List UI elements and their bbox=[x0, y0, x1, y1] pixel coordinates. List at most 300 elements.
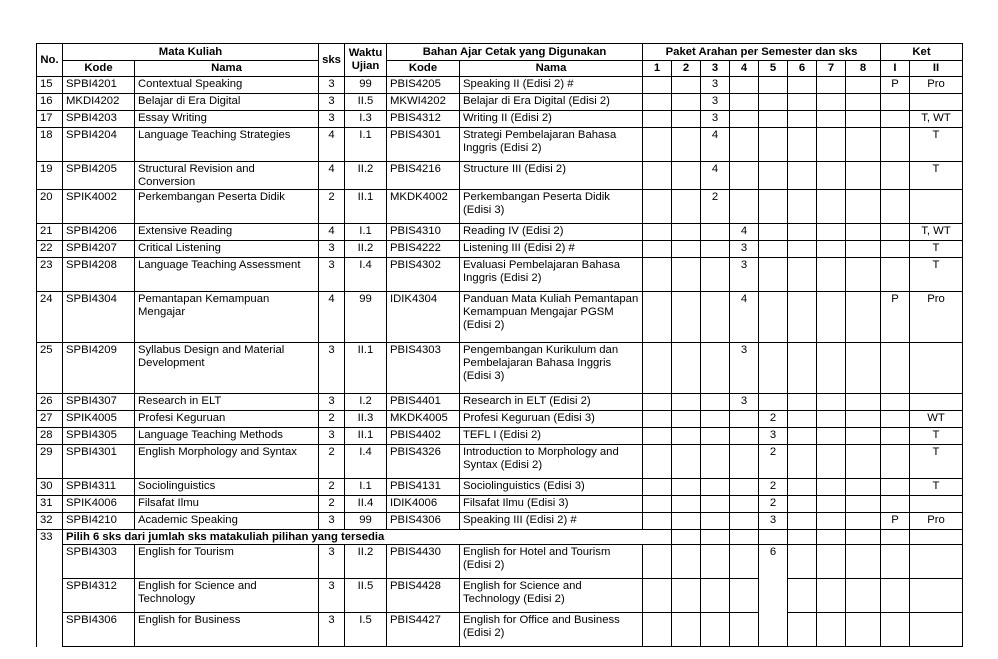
row-number: 33 bbox=[37, 530, 63, 647]
semester-6-cell bbox=[788, 394, 817, 411]
material-name: Research in ELT (Edisi 2) bbox=[460, 394, 643, 411]
exam-time: II.1 bbox=[345, 428, 387, 445]
ket-1-cell bbox=[881, 94, 910, 111]
elective-row bbox=[37, 579, 963, 613]
row-number: 31 bbox=[37, 496, 63, 513]
row-number: 28 bbox=[37, 428, 63, 445]
course-code: SPBI4312 bbox=[63, 579, 135, 613]
ket-2-cell bbox=[910, 343, 963, 394]
header-semester-7: 7 bbox=[817, 61, 846, 77]
course-code: SPBI4303 bbox=[63, 545, 135, 579]
course-sks: 3 bbox=[319, 77, 345, 94]
exam-time: II.1 bbox=[345, 343, 387, 394]
exam-time: II.5 bbox=[345, 579, 387, 613]
semester-4-cell bbox=[730, 579, 759, 613]
semester-7-cell bbox=[817, 162, 846, 190]
table-row bbox=[37, 224, 963, 241]
note-empty-cell bbox=[701, 530, 730, 545]
table-row bbox=[37, 241, 963, 258]
ket-1-cell bbox=[881, 613, 910, 647]
semester-7-cell bbox=[817, 224, 846, 241]
row-number: 26 bbox=[37, 394, 63, 411]
course-code: SPBI4203 bbox=[63, 111, 135, 128]
ket-1-cell: P bbox=[881, 77, 910, 94]
material-name: English for Office and Business (Edisi 2) bbox=[460, 613, 643, 647]
course-code: SPBI4305 bbox=[63, 428, 135, 445]
material-name: Speaking II (Edisi 2) # bbox=[460, 77, 643, 94]
semester-2-cell bbox=[672, 111, 701, 128]
table-row bbox=[37, 128, 963, 162]
semester-7-cell bbox=[817, 513, 846, 530]
semester-2-cell bbox=[672, 224, 701, 241]
course-name: Profesi Keguruan bbox=[135, 411, 319, 428]
course-code: SPBI4204 bbox=[63, 128, 135, 162]
semester-8-cell bbox=[846, 224, 881, 241]
semester-2-cell bbox=[672, 292, 701, 343]
material-code: PBIS4222 bbox=[387, 241, 460, 258]
material-name: Profesi Keguruan (Edisi 3) bbox=[460, 411, 643, 428]
course-code: SPBI4304 bbox=[63, 292, 135, 343]
semester-3-cell: 4 bbox=[701, 128, 730, 162]
semester-6-cell bbox=[788, 241, 817, 258]
semester-1-cell bbox=[643, 394, 672, 411]
course-sks: 2 bbox=[319, 479, 345, 496]
course-name: English Morphology and Syntax bbox=[135, 445, 319, 479]
course-sks: 3 bbox=[319, 343, 345, 394]
semester-6-cell bbox=[788, 343, 817, 394]
semester-3-cell bbox=[701, 545, 730, 579]
semester-8-cell bbox=[846, 94, 881, 111]
ket-2-cell: Pro bbox=[910, 513, 963, 530]
semester-2-cell bbox=[672, 579, 701, 613]
header-semester-3: 3 bbox=[701, 61, 730, 77]
course-code: SPBI4208 bbox=[63, 258, 135, 292]
exam-time: 99 bbox=[345, 292, 387, 343]
semester-8-cell bbox=[846, 258, 881, 292]
ket-2-cell: T bbox=[910, 445, 963, 479]
material-name: Panduan Mata Kuliah Pemantapan Kemampuan Mengajar PGSM (Edisi 2) bbox=[460, 292, 643, 343]
semester-7-cell bbox=[817, 545, 846, 579]
semester-2-cell bbox=[672, 77, 701, 94]
table-body bbox=[37, 77, 963, 647]
table-header bbox=[37, 44, 963, 77]
semester-2-cell bbox=[672, 190, 701, 224]
semester-5-cell: 2 bbox=[759, 445, 788, 479]
semester-1-cell bbox=[643, 545, 672, 579]
note-empty-cell bbox=[788, 530, 817, 545]
semester-2-cell bbox=[672, 428, 701, 445]
table-row bbox=[37, 94, 963, 111]
semester-4-cell bbox=[730, 94, 759, 111]
course-sks: 3 bbox=[319, 545, 345, 579]
course-code: SPIK4002 bbox=[63, 190, 135, 224]
ket-1-cell bbox=[881, 479, 910, 496]
header-semester-6: 6 bbox=[788, 61, 817, 77]
material-name: TEFL I (Edisi 2) bbox=[460, 428, 643, 445]
course-code: SPBI4210 bbox=[63, 513, 135, 530]
semester-4-cell bbox=[730, 77, 759, 94]
course-name: Language Teaching Methods bbox=[135, 428, 319, 445]
row-number: 27 bbox=[37, 411, 63, 428]
semester-8-cell bbox=[846, 128, 881, 162]
semester-4-cell: 3 bbox=[730, 241, 759, 258]
exam-time: II.1 bbox=[345, 190, 387, 224]
semester-2-cell bbox=[672, 411, 701, 428]
course-sks: 3 bbox=[319, 613, 345, 647]
semester-3-cell bbox=[701, 513, 730, 530]
semester-6-cell bbox=[788, 579, 817, 613]
semester-5-cell bbox=[759, 292, 788, 343]
semester-6-cell bbox=[788, 94, 817, 111]
semester-5-cell: 6 bbox=[759, 545, 788, 647]
material-code: PBIS4301 bbox=[387, 128, 460, 162]
material-code: PBIS4428 bbox=[387, 579, 460, 613]
semester-6-cell bbox=[788, 428, 817, 445]
course-name: Perkembangan Peserta Didik bbox=[135, 190, 319, 224]
semester-4-cell bbox=[730, 496, 759, 513]
ket-2-cell: T bbox=[910, 428, 963, 445]
semester-6-cell bbox=[788, 613, 817, 647]
semester-7-cell bbox=[817, 258, 846, 292]
ket-2-cell: T bbox=[910, 162, 963, 190]
course-name: Language Teaching Strategies bbox=[135, 128, 319, 162]
header-ket-2: II bbox=[910, 61, 963, 77]
ket-2-cell bbox=[910, 394, 963, 411]
material-code: PBIS4430 bbox=[387, 545, 460, 579]
material-name: Writing II (Edisi 2) bbox=[460, 111, 643, 128]
course-code: SPBI4205 bbox=[63, 162, 135, 190]
semester-4-cell bbox=[730, 411, 759, 428]
header-semester-1: 1 bbox=[643, 61, 672, 77]
semester-5-cell: 2 bbox=[759, 479, 788, 496]
semester-3-cell bbox=[701, 258, 730, 292]
semester-7-cell bbox=[817, 241, 846, 258]
material-name: Perkembangan Peserta Didik (Edisi 3) bbox=[460, 190, 643, 224]
semester-5-cell: 3 bbox=[759, 428, 788, 445]
header-kode: Kode bbox=[63, 61, 135, 77]
semester-4-cell: 3 bbox=[730, 343, 759, 394]
ket-1-cell: P bbox=[881, 513, 910, 530]
semester-1-cell bbox=[643, 190, 672, 224]
semester-6-cell bbox=[788, 128, 817, 162]
course-code: SPBI4201 bbox=[63, 77, 135, 94]
semester-1-cell bbox=[643, 77, 672, 94]
table-row bbox=[37, 411, 963, 428]
course-code: SPBI4301 bbox=[63, 445, 135, 479]
semester-3-cell: 3 bbox=[701, 94, 730, 111]
table-row bbox=[37, 394, 963, 411]
course-code: SPBI4207 bbox=[63, 241, 135, 258]
semester-3-cell bbox=[701, 241, 730, 258]
course-name: Contextual Speaking bbox=[135, 77, 319, 94]
course-code: SPBI4206 bbox=[63, 224, 135, 241]
row-number: 24 bbox=[37, 292, 63, 343]
course-name: Sociolinguistics bbox=[135, 479, 319, 496]
course-sks: 2 bbox=[319, 411, 345, 428]
table-row bbox=[37, 292, 963, 343]
row-number: 25 bbox=[37, 343, 63, 394]
ket-2-cell bbox=[910, 579, 963, 613]
header-semester-2: 2 bbox=[672, 61, 701, 77]
course-name: Belajar di Era Digital bbox=[135, 94, 319, 111]
material-code: PBIS4427 bbox=[387, 613, 460, 647]
course-name: English for Science and Technology bbox=[135, 579, 319, 613]
semester-1-cell bbox=[643, 445, 672, 479]
semester-7-cell bbox=[817, 292, 846, 343]
semester-4-cell bbox=[730, 111, 759, 128]
course-code: SPBI4307 bbox=[63, 394, 135, 411]
header-bahan-kode: Kode bbox=[387, 61, 460, 77]
material-name: Sociolinguistics (Edisi 3) bbox=[460, 479, 643, 496]
semester-7-cell bbox=[817, 394, 846, 411]
semester-1-cell bbox=[643, 613, 672, 647]
semester-3-cell bbox=[701, 445, 730, 479]
material-name: Filsafat Ilmu (Edisi 3) bbox=[460, 496, 643, 513]
elective-note: Pilih 6 sks dari jumlah sks matakuliah pilihan yang tersedia bbox=[63, 530, 643, 545]
course-code: SPBI4311 bbox=[63, 479, 135, 496]
header-mata-kuliah: Mata Kuliah bbox=[63, 44, 319, 61]
material-code: PBIS4216 bbox=[387, 162, 460, 190]
exam-time: II.2 bbox=[345, 162, 387, 190]
ket-2-cell bbox=[910, 190, 963, 224]
row-number: 23 bbox=[37, 258, 63, 292]
material-name: Belajar di Era Digital (Edisi 2) bbox=[460, 94, 643, 111]
course-sks: 2 bbox=[319, 445, 345, 479]
semester-1-cell bbox=[643, 128, 672, 162]
course-sks: 4 bbox=[319, 292, 345, 343]
note-empty-cell bbox=[672, 530, 701, 545]
semester-6-cell bbox=[788, 258, 817, 292]
row-number: 18 bbox=[37, 128, 63, 162]
course-sks: 4 bbox=[319, 162, 345, 190]
semester-7-cell bbox=[817, 190, 846, 224]
course-name: Critical Listening bbox=[135, 241, 319, 258]
semester-3-cell bbox=[701, 479, 730, 496]
ket-2-cell: T bbox=[910, 128, 963, 162]
semester-3-cell bbox=[701, 224, 730, 241]
exam-time: I.1 bbox=[345, 479, 387, 496]
material-code: PBIS4401 bbox=[387, 394, 460, 411]
semester-8-cell bbox=[846, 394, 881, 411]
note-empty-cell bbox=[881, 530, 910, 545]
material-code: PBIS4131 bbox=[387, 479, 460, 496]
note-empty-cell bbox=[910, 530, 963, 545]
note-empty-cell bbox=[730, 530, 759, 545]
note-empty-cell bbox=[817, 530, 846, 545]
semester-4-cell bbox=[730, 545, 759, 579]
exam-time: I.1 bbox=[345, 224, 387, 241]
ket-1-cell bbox=[881, 258, 910, 292]
semester-6-cell bbox=[788, 224, 817, 241]
semester-5-cell bbox=[759, 94, 788, 111]
exam-time: 99 bbox=[345, 513, 387, 530]
ket-2-cell: T bbox=[910, 479, 963, 496]
semester-2-cell bbox=[672, 162, 701, 190]
material-name: Evaluasi Pembelajaran Bahasa Inggris (Edisi 2) bbox=[460, 258, 643, 292]
semester-2-cell bbox=[672, 94, 701, 111]
semester-1-cell bbox=[643, 496, 672, 513]
course-sks: 3 bbox=[319, 94, 345, 111]
semester-8-cell bbox=[846, 111, 881, 128]
semester-7-cell bbox=[817, 613, 846, 647]
course-name: Pemantapan Kemampuan Mengajar bbox=[135, 292, 319, 343]
course-name: Structural Revision and Conversion bbox=[135, 162, 319, 190]
ket-1-cell bbox=[881, 428, 910, 445]
semester-5-cell bbox=[759, 394, 788, 411]
material-code: MKDK4005 bbox=[387, 411, 460, 428]
semester-7-cell bbox=[817, 496, 846, 513]
ket-1-cell bbox=[881, 411, 910, 428]
exam-time: I.3 bbox=[345, 111, 387, 128]
semester-8-cell bbox=[846, 162, 881, 190]
exam-time: II.4 bbox=[345, 496, 387, 513]
header-nama: Nama bbox=[135, 61, 319, 77]
material-code: MKWI4202 bbox=[387, 94, 460, 111]
table-row bbox=[37, 111, 963, 128]
semester-8-cell bbox=[846, 411, 881, 428]
semester-5-cell: 2 bbox=[759, 411, 788, 428]
row-number: 21 bbox=[37, 224, 63, 241]
material-code: PBIS4326 bbox=[387, 445, 460, 479]
semester-7-cell bbox=[817, 479, 846, 496]
row-number: 22 bbox=[37, 241, 63, 258]
semester-4-cell: 4 bbox=[730, 292, 759, 343]
semester-7-cell bbox=[817, 343, 846, 394]
semester-3-cell: 3 bbox=[701, 77, 730, 94]
ket-2-cell bbox=[910, 613, 963, 647]
ket-2-cell: T, WT bbox=[910, 111, 963, 128]
semester-6-cell bbox=[788, 545, 817, 579]
semester-2-cell bbox=[672, 241, 701, 258]
ket-2-cell: T, WT bbox=[910, 224, 963, 241]
exam-time: II.2 bbox=[345, 545, 387, 579]
semester-7-cell bbox=[817, 579, 846, 613]
ket-1-cell bbox=[881, 394, 910, 411]
semester-6-cell bbox=[788, 513, 817, 530]
semester-3-cell bbox=[701, 292, 730, 343]
course-sks: 4 bbox=[319, 128, 345, 162]
semester-5-cell bbox=[759, 128, 788, 162]
table-row bbox=[37, 77, 963, 94]
material-code: IDIK4006 bbox=[387, 496, 460, 513]
material-name: English for Science and Technology (Edisi 2) bbox=[460, 579, 643, 613]
semester-7-cell bbox=[817, 128, 846, 162]
table-row bbox=[37, 479, 963, 496]
semester-7-cell bbox=[817, 411, 846, 428]
semester-3-cell bbox=[701, 428, 730, 445]
row-number: 15 bbox=[37, 77, 63, 94]
semester-6-cell bbox=[788, 411, 817, 428]
semester-2-cell bbox=[672, 258, 701, 292]
ket-1-cell bbox=[881, 496, 910, 513]
semester-8-cell bbox=[846, 77, 881, 94]
semester-1-cell bbox=[643, 513, 672, 530]
semester-1-cell bbox=[643, 292, 672, 343]
semester-1-cell bbox=[643, 479, 672, 496]
semester-2-cell bbox=[672, 128, 701, 162]
row-number: 16 bbox=[37, 94, 63, 111]
semester-8-cell bbox=[846, 613, 881, 647]
ket-2-cell: Pro bbox=[910, 292, 963, 343]
semester-1-cell bbox=[643, 111, 672, 128]
course-name: Extensive Reading bbox=[135, 224, 319, 241]
semester-6-cell bbox=[788, 479, 817, 496]
semester-6-cell bbox=[788, 111, 817, 128]
table-row bbox=[37, 258, 963, 292]
exam-time: 99 bbox=[345, 77, 387, 94]
semester-1-cell bbox=[643, 162, 672, 190]
semester-3-cell bbox=[701, 343, 730, 394]
ket-1-cell bbox=[881, 445, 910, 479]
course-sks: 3 bbox=[319, 579, 345, 613]
material-code: PBIS4306 bbox=[387, 513, 460, 530]
row-number: 29 bbox=[37, 445, 63, 479]
material-code: PBIS4402 bbox=[387, 428, 460, 445]
header-semester-8: 8 bbox=[846, 61, 881, 77]
semester-8-cell bbox=[846, 579, 881, 613]
exam-time: II.2 bbox=[345, 241, 387, 258]
semester-8-cell bbox=[846, 241, 881, 258]
ket-1-cell bbox=[881, 128, 910, 162]
course-sks: 2 bbox=[319, 496, 345, 513]
course-name: Research in ELT bbox=[135, 394, 319, 411]
ket-2-cell: T bbox=[910, 258, 963, 292]
semester-4-cell bbox=[730, 613, 759, 647]
semester-1-cell bbox=[643, 343, 672, 394]
elective-row bbox=[37, 545, 963, 579]
ket-1-cell bbox=[881, 241, 910, 258]
ket-1-cell bbox=[881, 224, 910, 241]
semester-1-cell bbox=[643, 94, 672, 111]
semester-5-cell bbox=[759, 224, 788, 241]
semester-8-cell bbox=[846, 513, 881, 530]
semester-4-cell bbox=[730, 513, 759, 530]
semester-4-cell bbox=[730, 190, 759, 224]
semester-7-cell bbox=[817, 445, 846, 479]
material-code: PBIS4303 bbox=[387, 343, 460, 394]
semester-4-cell: 3 bbox=[730, 258, 759, 292]
exam-time: I.4 bbox=[345, 445, 387, 479]
ket-2-cell: T bbox=[910, 241, 963, 258]
exam-time: I.2 bbox=[345, 394, 387, 411]
course-name: Essay Writing bbox=[135, 111, 319, 128]
semester-5-cell: 3 bbox=[759, 513, 788, 530]
header-no: No. bbox=[37, 44, 63, 77]
exam-time: I.4 bbox=[345, 258, 387, 292]
semester-7-cell bbox=[817, 428, 846, 445]
material-name: Introduction to Morphology and Syntax (Edisi 2) bbox=[460, 445, 643, 479]
semester-5-cell: 2 bbox=[759, 496, 788, 513]
elective-row bbox=[37, 613, 963, 647]
semester-2-cell bbox=[672, 394, 701, 411]
ket-2-cell: WT bbox=[910, 411, 963, 428]
material-name: Structure III (Edisi 2) bbox=[460, 162, 643, 190]
semester-1-cell bbox=[643, 411, 672, 428]
semester-6-cell bbox=[788, 292, 817, 343]
semester-4-cell bbox=[730, 445, 759, 479]
course-code: SPIK4005 bbox=[63, 411, 135, 428]
table-row bbox=[37, 343, 963, 394]
semester-4-cell bbox=[730, 428, 759, 445]
semester-3-cell: 2 bbox=[701, 190, 730, 224]
semester-3-cell bbox=[701, 496, 730, 513]
semester-8-cell bbox=[846, 545, 881, 579]
semester-6-cell bbox=[788, 190, 817, 224]
material-name: Reading IV (Edisi 2) bbox=[460, 224, 643, 241]
course-name: English for Tourism bbox=[135, 545, 319, 579]
table-row bbox=[37, 496, 963, 513]
exam-time: I.5 bbox=[345, 613, 387, 647]
